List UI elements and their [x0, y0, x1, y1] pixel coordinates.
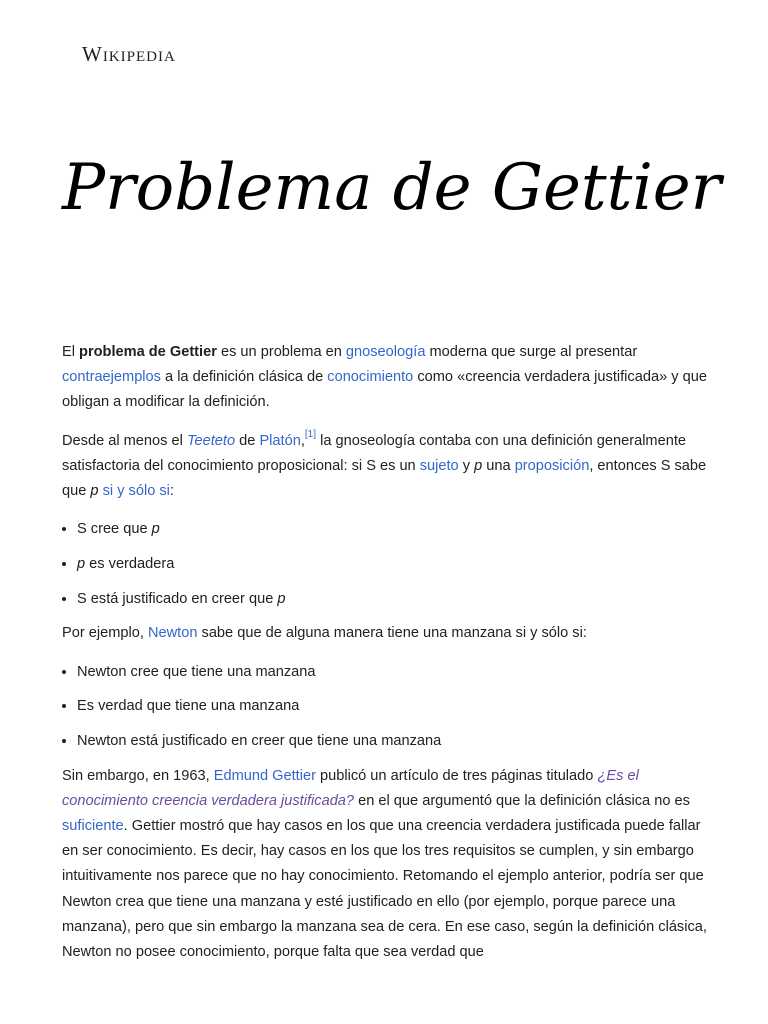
conditions-list — [62, 517, 710, 612]
wikipedia-logo[interactable]: Wikipedia — [82, 42, 176, 66]
paragraph-intro — [62, 340, 710, 416]
text: como «creencia verdadera justificada» y que obligan a modificar la definición. — [62, 369, 707, 411]
newton-conditions-list — [62, 660, 710, 755]
variable-p: p — [151, 521, 160, 538]
text: la gnoseología contaba con una definición generalmente satisfactoria del conocimiento proposicional: si S es un — [62, 432, 686, 474]
link-teeteto[interactable]: Teeteto — [186, 432, 236, 449]
text: : — [169, 483, 174, 500]
text: S está justificado en creer que — [77, 590, 278, 607]
variable-p: p — [90, 483, 99, 500]
list-item — [77, 552, 710, 577]
link-conocimiento[interactable]: conocimiento — [327, 369, 414, 386]
list-item: • Newton cree que tiene una manzana — [77, 660, 710, 685]
variable-p: p — [277, 590, 286, 607]
text: . Gettier mostró que hay casos en los que una creencia verdadera justificada puede fallar en ser conocimiento. Es decir, hay casos en los que los tres requisitos se cumplen, y sin embargo intuitivamente nos parece que no hay conocimiento. Retomando el ejemplo anterior, podría ser que Newton crea que tiene una manzana y esté justificado en ello (por ejemplo, porque parece una manzana), pero que sin embargo la manzana sea de cera. En ese caso, según la definición clásica, Newton no posee conocimiento, porque falta que sea verdad que — [62, 818, 707, 961]
text: , entonces S sabe que — [62, 457, 707, 500]
link-proposicion[interactable]: proposición — [514, 457, 590, 474]
text: de — [235, 432, 260, 449]
article-body — [62, 340, 710, 978]
text: S cree que — [77, 521, 152, 538]
list-item: • Es verdad que tiene una manzana — [77, 694, 710, 719]
text: es un problema en — [216, 344, 346, 360]
link-gettier-article[interactable]: ¿Es el conocimiento creencia verdadera justificada? — [62, 767, 639, 809]
link-si-y-solo-si[interactable]: si y sólo si — [102, 483, 170, 500]
page-title: Problema de Gettier — [62, 151, 722, 225]
link-newton[interactable]: Newton — [147, 625, 198, 642]
text: es verdadera — [85, 555, 175, 572]
link-suficiente[interactable]: suficiente — [62, 818, 124, 835]
link-platon[interactable]: Platón — [259, 432, 301, 449]
text: a la definición clásica de — [160, 369, 328, 386]
bold-term: problema de Gettier — [79, 344, 217, 360]
paragraph-gettier — [62, 764, 710, 966]
list-item — [77, 517, 710, 542]
text: Desde al menos el — [62, 432, 187, 449]
link-sujeto[interactable]: sujeto — [419, 457, 459, 474]
text: en el que argumentó que la definición clásica no es — [354, 792, 690, 809]
variable-p: p — [474, 457, 483, 474]
link-contraejemplos[interactable]: contraejemplos — [62, 369, 161, 386]
link-edmund-gettier[interactable]: Edmund Gettier — [213, 767, 316, 784]
text: una — [482, 457, 515, 474]
reference-1[interactable]: [1] — [304, 428, 317, 440]
text: publicó un artículo de tres páginas titulado — [315, 767, 598, 784]
paragraph-definition — [62, 429, 710, 505]
paragraph-example — [62, 621, 710, 646]
text: y — [458, 457, 475, 474]
list-item — [77, 587, 710, 612]
text: Sin embargo, en 1963, — [62, 767, 214, 784]
text: moderna que surge al presentar — [425, 344, 638, 360]
text: El — [62, 344, 80, 360]
text: , — [300, 432, 305, 449]
text: Por ejemplo, — [62, 625, 148, 642]
list-item: • Newton está justificado en creer que tiene una manzana — [77, 729, 710, 754]
text: sabe que de alguna manera tiene una manzana si y sólo si: — [197, 625, 587, 642]
variable-p: p — [77, 555, 86, 572]
link-gnoseologia[interactable]: gnoseología — [345, 344, 426, 360]
